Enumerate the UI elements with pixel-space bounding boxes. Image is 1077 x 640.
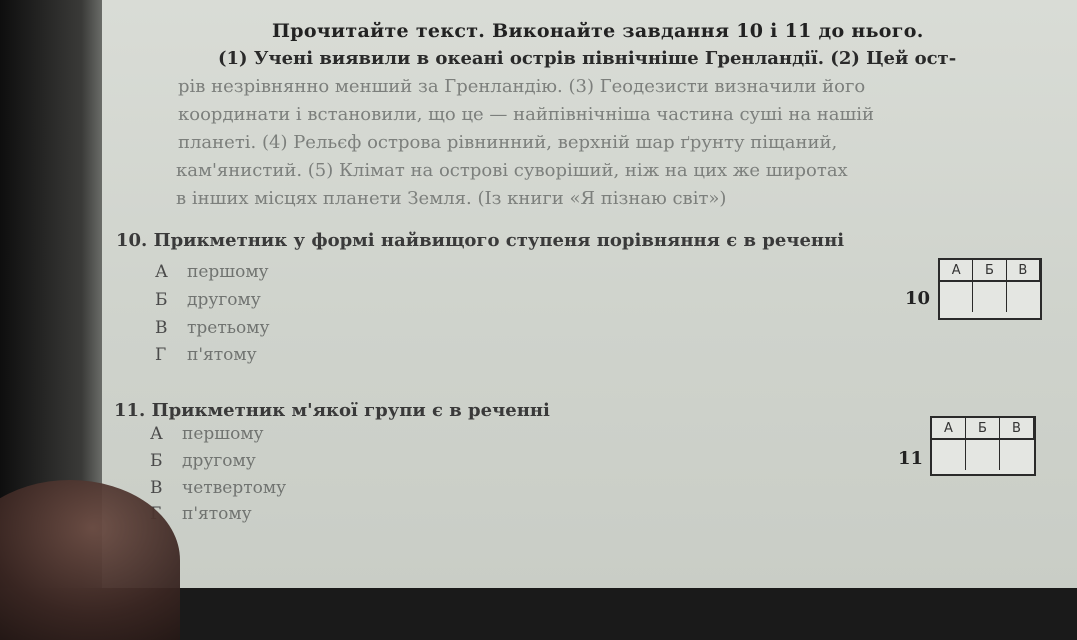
answer-cell-a[interactable] bbox=[940, 282, 973, 312]
grid-header-v: В bbox=[1007, 260, 1040, 282]
answer-cell-v[interactable] bbox=[1007, 282, 1040, 312]
question-10-option-b bbox=[155, 290, 261, 310]
text-line-4: планеті. (4) Рельєф острова рівнинний, верхній шар ґрунту піщаний, bbox=[178, 132, 838, 153]
grid-header-a: А bbox=[940, 260, 973, 282]
option-text: четвертому bbox=[182, 478, 287, 498]
question-10-option-a bbox=[155, 262, 269, 282]
grid-header-b: Б bbox=[966, 418, 1000, 440]
option-text: третьому bbox=[187, 318, 270, 338]
text-line-3: координати і встановили, що це — найпівнічніша частина суші на нашій bbox=[178, 104, 874, 125]
answer-grid-10-number: 10 bbox=[905, 288, 931, 309]
question-11-option-b bbox=[150, 451, 256, 471]
option-letter: В bbox=[155, 318, 168, 338]
question-11-option-c bbox=[150, 478, 286, 498]
option-text: п'ятому bbox=[182, 504, 252, 524]
option-text: п'ятому bbox=[187, 345, 257, 365]
text-line-6: в інших місцях планети Земля. (Із книги «Я пізнаю світ») bbox=[176, 188, 727, 209]
answer-cell-a[interactable] bbox=[932, 440, 966, 470]
question-10-option-c bbox=[155, 318, 269, 338]
answer-cell-b[interactable] bbox=[973, 282, 1006, 312]
option-text: першому bbox=[187, 262, 269, 282]
question-11-text: 11. Прикметник м'якої групи є в реченні bbox=[114, 400, 550, 421]
answer-grid-11 bbox=[930, 416, 1036, 476]
grid-header-b: Б bbox=[973, 260, 1006, 282]
option-letter: В bbox=[150, 478, 163, 498]
question-10-option-d bbox=[155, 345, 257, 365]
option-letter: А bbox=[150, 424, 163, 444]
option-text: другому bbox=[187, 290, 261, 310]
text-line-2: рів незрівнянно менший за Гренландію. (3) Геодезисти визначили його bbox=[178, 76, 866, 97]
option-letter: Б bbox=[155, 290, 168, 310]
option-letter: Б bbox=[150, 451, 163, 471]
question-11-option-a bbox=[150, 424, 264, 444]
grid-header-a: А bbox=[932, 418, 966, 440]
option-letter: А bbox=[155, 262, 168, 282]
option-text: другому bbox=[182, 451, 256, 471]
text-line-1: (1) Учені виявили в океані острів північніше Гренландії. (2) Цей ост- bbox=[218, 48, 957, 69]
answer-cell-v[interactable] bbox=[1000, 440, 1034, 470]
answer-grid-11-number: 11 bbox=[898, 448, 924, 469]
option-letter: Г bbox=[155, 345, 167, 365]
question-10-text: 10. Прикметник у формі найвищого ступеня порівняння є в реченні bbox=[116, 230, 845, 251]
answer-grid-10 bbox=[938, 258, 1042, 320]
grid-header-v: В bbox=[1000, 418, 1034, 440]
text-line-5: кам'янистий. (5) Клімат на острові суворіший, ніж на цих же широтах bbox=[176, 160, 848, 181]
instruction-heading: Прочитайте текст. Виконайте завдання 10 і 11 до нього. bbox=[272, 20, 924, 42]
answer-cell-b[interactable] bbox=[966, 440, 1000, 470]
option-text: першому bbox=[182, 424, 264, 444]
